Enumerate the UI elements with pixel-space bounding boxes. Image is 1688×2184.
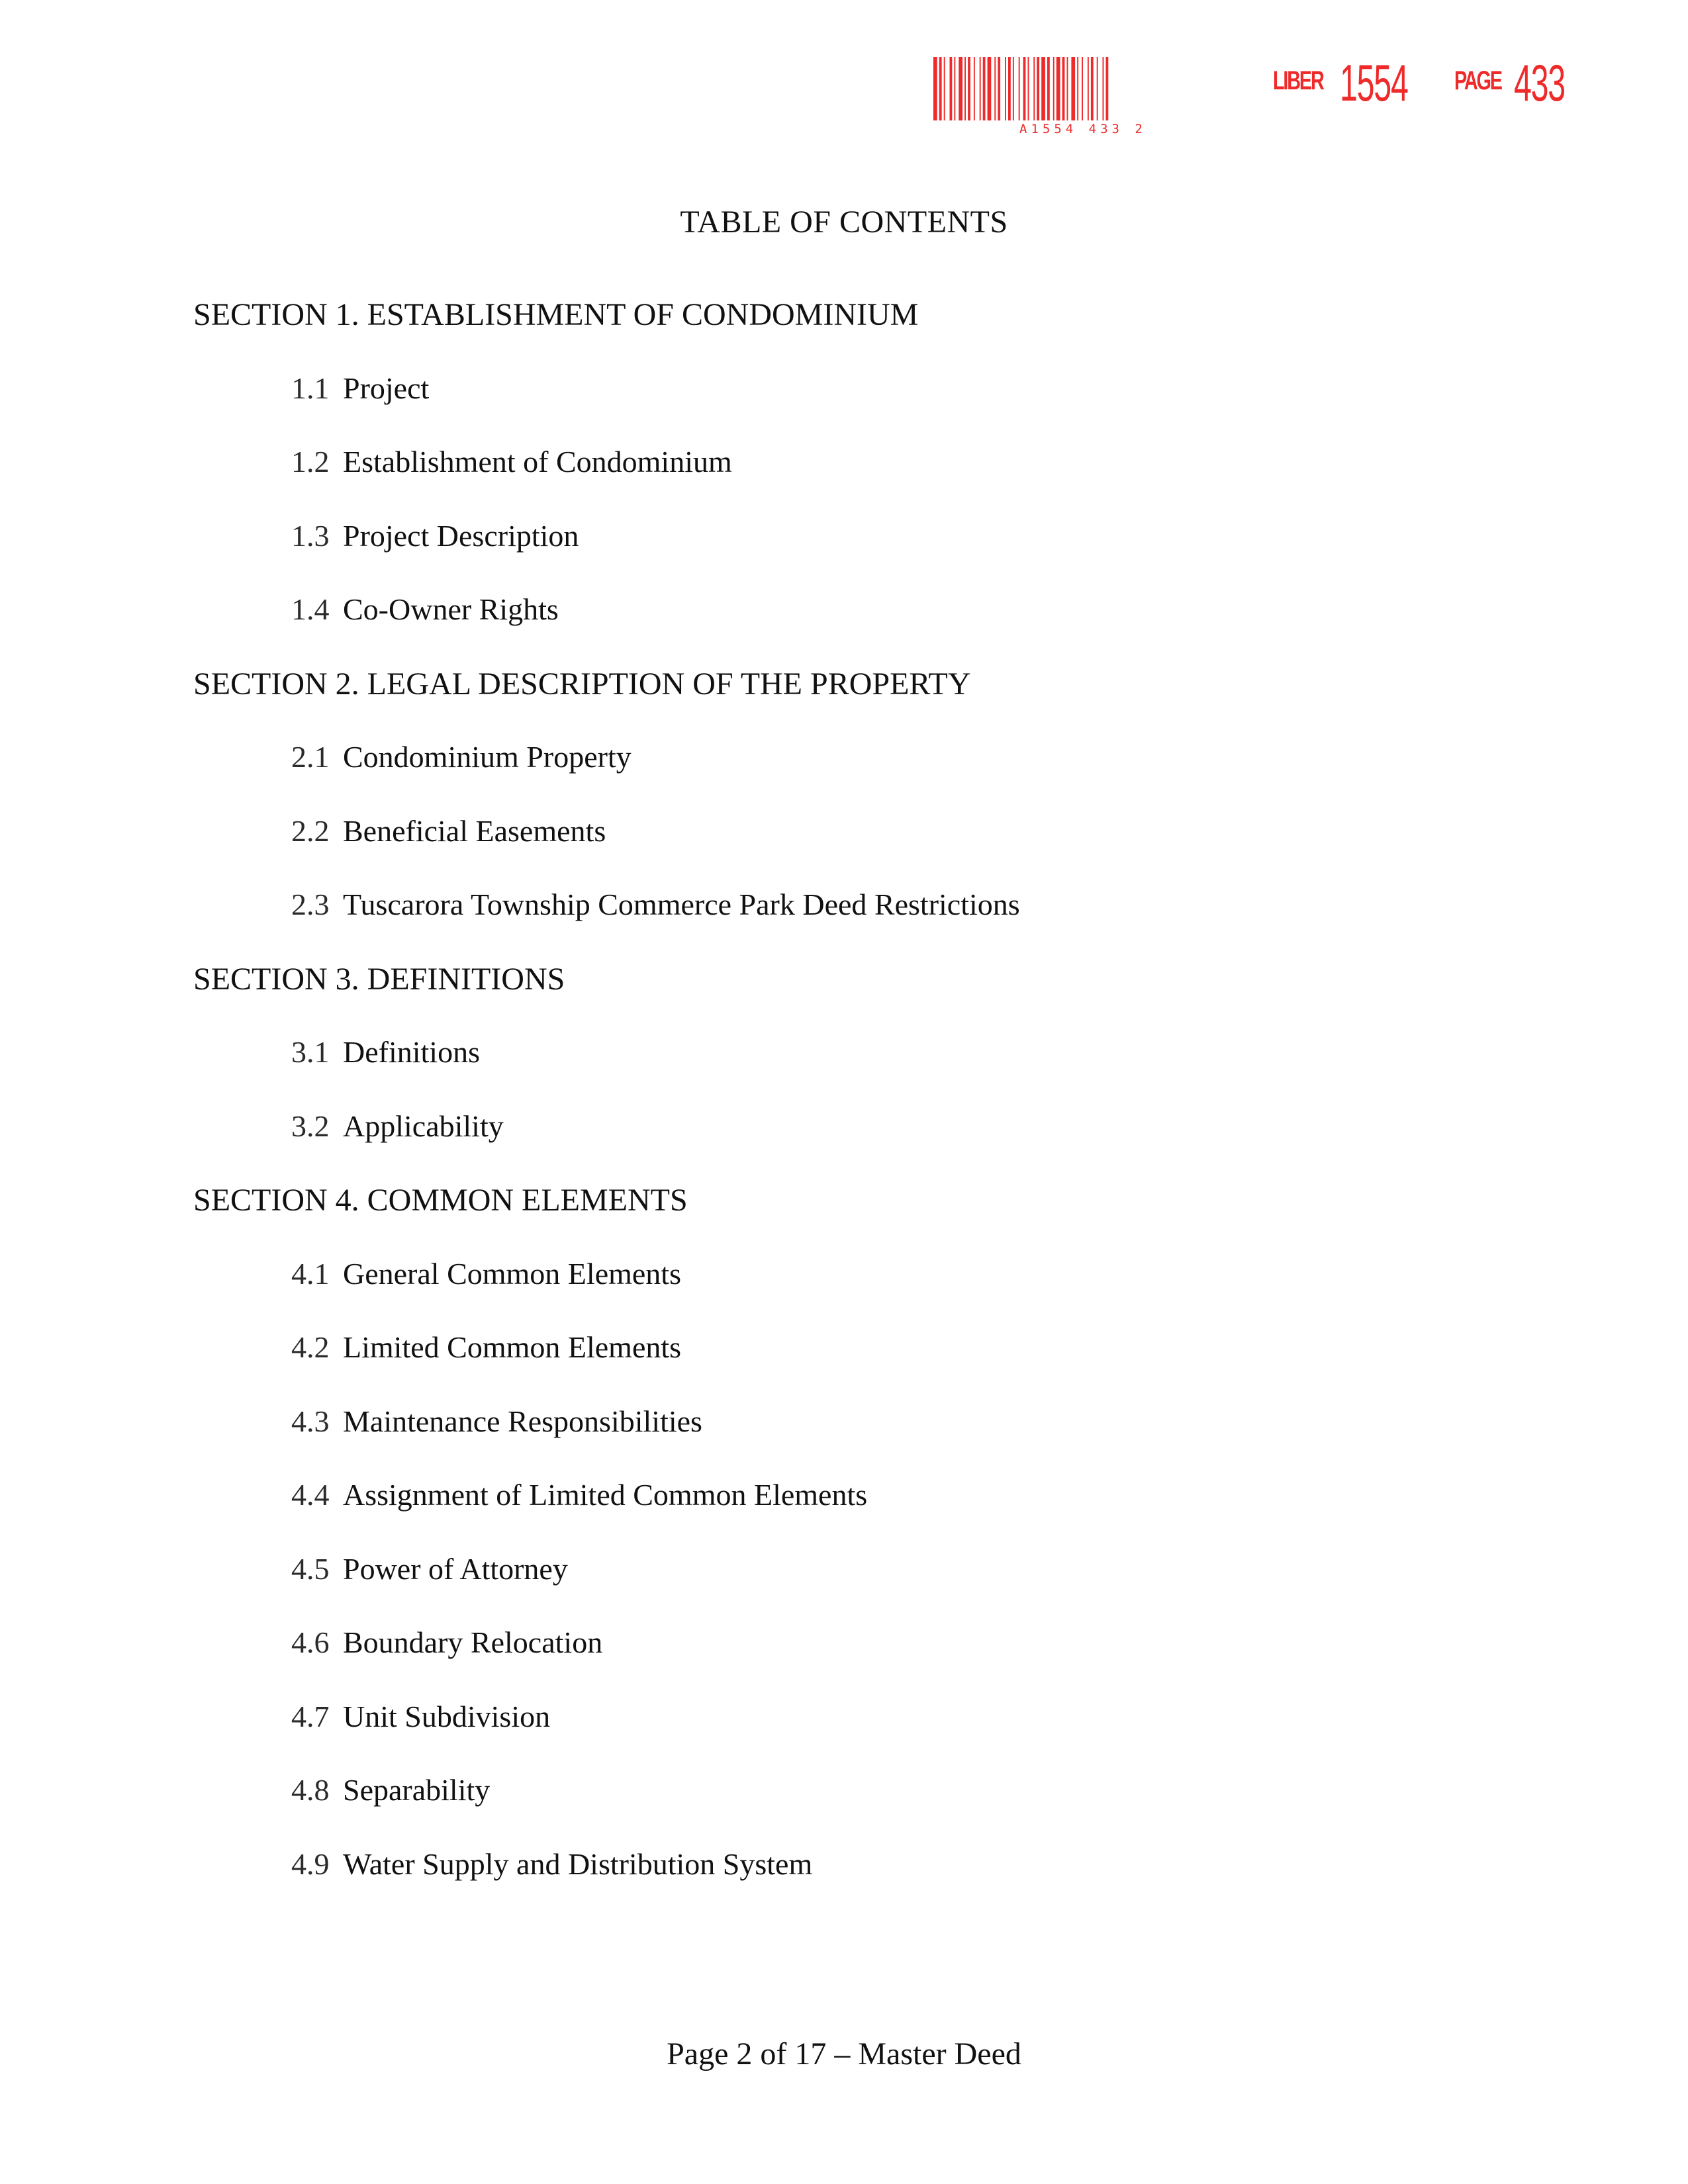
toc-item-label: Beneficial Easements (343, 813, 606, 848)
toc-item-number: 2.3 (291, 887, 330, 921)
barcode-bar (974, 57, 975, 120)
barcode-bar (1008, 57, 1011, 120)
section-heading: SECTION 2. LEGAL DESCRIPTION OF THE PROPERTY (193, 666, 971, 702)
toc-item-number: 1.1 (291, 371, 330, 405)
barcode-bar (1091, 57, 1094, 120)
toc-item (291, 1551, 568, 1586)
barcode-bar (1106, 57, 1109, 120)
barcode-bar (1088, 57, 1089, 120)
toc-item-label: Project (343, 371, 430, 405)
barcode-bar (1071, 57, 1075, 120)
toc-item-number: 4.6 (291, 1625, 330, 1659)
liber-number: 1554 (1340, 54, 1408, 112)
toc-item-number: 1.2 (291, 445, 330, 478)
toc-item-number: 4.5 (291, 1551, 330, 1586)
toc-item (291, 739, 632, 774)
barcode-bar (988, 57, 992, 120)
toc-item-label: Unit Subdivision (343, 1699, 551, 1733)
barcode-bar (1028, 57, 1029, 120)
toc-item (291, 518, 579, 553)
toc-item (291, 1846, 812, 1882)
toc-item-label: General Common Elements (343, 1256, 681, 1291)
barcode-bar (964, 57, 966, 120)
barcode-bar (1053, 57, 1055, 120)
barcode-bar (950, 57, 953, 120)
toc-item-number: 4.3 (291, 1404, 330, 1438)
toc-item-number: 3.2 (291, 1109, 330, 1143)
barcode-bar (1097, 57, 1098, 120)
toc-item-number: 2.1 (291, 740, 330, 774)
barcode-bar (1023, 57, 1026, 120)
toc-item-label: Applicability (343, 1109, 504, 1143)
toc-item-label: Boundary Relocation (343, 1625, 603, 1659)
toc-item (291, 1699, 550, 1734)
section-heading: SECTION 4. COMMON ELEMENTS (193, 1183, 688, 1218)
toc-item (291, 1330, 681, 1365)
page-label: PAGE (1454, 66, 1501, 95)
page-title: TABLE OF CONTENTS (680, 205, 1008, 240)
toc-item (291, 444, 732, 479)
toc-item-number: 3.1 (291, 1035, 330, 1069)
section-heading: SECTION 3. DEFINITIONS (193, 961, 565, 997)
barcode-bar (968, 57, 970, 120)
barcode-bar (1037, 57, 1039, 120)
toc-item-label: Assignment of Limited Common Elements (343, 1478, 868, 1512)
toc-item-number: 4.8 (291, 1773, 330, 1807)
barcode-bar (954, 57, 955, 120)
barcode-bar (944, 57, 945, 120)
barcode-bar (1077, 57, 1078, 120)
page-number: 433 (1514, 54, 1565, 112)
toc-item (291, 887, 1020, 922)
section-heading: SECTION 1. ESTABLISHMENT OF CONDOMINIUM (193, 297, 919, 332)
toc-item-number: 1.3 (291, 518, 330, 553)
toc-item (291, 1256, 681, 1291)
barcode-bar (939, 57, 942, 120)
toc-item-label: Limited Common Elements (343, 1330, 682, 1364)
barcode-bar (1067, 57, 1068, 120)
toc-item-number: 4.7 (291, 1699, 330, 1733)
toc-item-label: Maintenance Responsibilities (343, 1404, 702, 1438)
toc-item-label: Definitions (343, 1035, 480, 1069)
recording-stamp (933, 54, 1582, 140)
toc-item-label: Power of Attorney (343, 1551, 568, 1586)
barcode-bar (1047, 57, 1050, 120)
barcode-bar (1033, 57, 1035, 120)
barcode-bar (1005, 57, 1006, 120)
barcode-bar (933, 57, 937, 120)
toc-item-number: 4.1 (291, 1256, 330, 1291)
toc-item (291, 1034, 480, 1069)
barcode-bar (1019, 57, 1020, 120)
toc-item-label: Separability (343, 1773, 491, 1807)
barcode-bar (998, 57, 1000, 120)
barcode-bar (983, 57, 986, 120)
toc-item (291, 592, 559, 627)
toc-item-label: Co-Owner Rights (343, 592, 559, 626)
toc-item-number: 1.4 (291, 592, 330, 626)
barcode-bar (1041, 57, 1045, 120)
barcode-bar (1082, 57, 1083, 120)
toc-item (291, 1477, 867, 1512)
barcode-bar (1013, 57, 1014, 120)
barcode-bar (959, 57, 962, 120)
barcode-bar (1062, 57, 1065, 120)
toc-item-label: Water Supply and Distribution System (343, 1846, 813, 1881)
toc-item-number: 4.9 (291, 1846, 330, 1881)
toc-item (291, 813, 606, 848)
barcode-number: A1554 433 2 (1019, 122, 1147, 136)
toc-item (291, 371, 429, 406)
toc-item-label: Tuscarora Township Commerce Park Deed Restrictions (343, 887, 1020, 921)
toc-item (291, 1404, 702, 1439)
liber-label: LIBER (1273, 66, 1323, 95)
barcode-bar (1103, 57, 1104, 120)
toc-item (291, 1625, 602, 1660)
toc-item-label: Condominium Property (343, 740, 632, 774)
barcode-bar (1056, 57, 1060, 120)
toc-item-number: 4.4 (291, 1478, 330, 1512)
toc-item (291, 1109, 504, 1144)
toc-item (291, 1772, 490, 1807)
barcode-bar (980, 57, 981, 120)
barcode (933, 54, 1205, 140)
toc-item-number: 4.2 (291, 1330, 330, 1364)
barcode-bars (933, 57, 1205, 120)
barcode-bar (994, 57, 996, 120)
toc-item-label: Establishment of Condominium (343, 445, 732, 478)
toc-item-number: 2.2 (291, 813, 330, 848)
toc-item-label: Project Description (343, 518, 579, 553)
page-footer: Page 2 of 17 – Master Deed (667, 2036, 1021, 2071)
